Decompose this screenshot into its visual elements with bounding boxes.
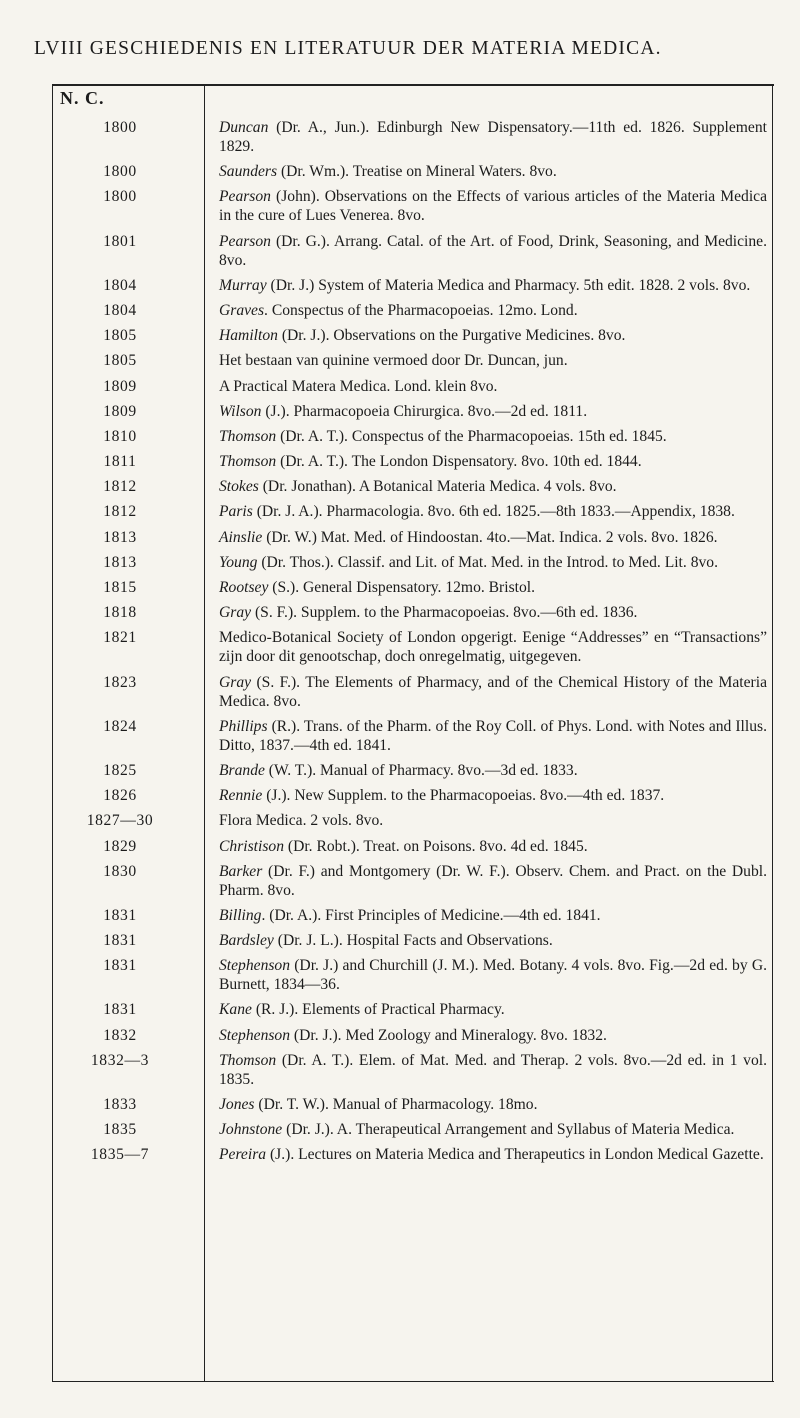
bibliography-entry [52, 187, 774, 225]
entry-description: (Dr. A. T.). The London Dispensatory. 8vo. 10th ed. 1844. [276, 453, 642, 471]
entry-description: (Dr. J.). A. Therapeutical Arrangement and Syllabus of Materia Medica. [282, 1121, 735, 1139]
entry-year: 1832—3 [90, 1051, 150, 1069]
bibliography-entry [52, 118, 774, 156]
entry-year: 1833 [103, 1096, 137, 1113]
bibliography-table [52, 84, 774, 1382]
entry-citation [204, 1000, 767, 1019]
entry-author: Stephenson [219, 1026, 291, 1044]
entry-description: (Dr. J.). Med Zoology and Mineralogy. 8vo. 1832. [290, 1026, 607, 1044]
bibliography-entry [52, 603, 774, 622]
entry-year: 1812 [103, 478, 137, 496]
entry-author: Duncan [219, 119, 269, 136]
entry-year: 1818 [103, 604, 137, 622]
entry-description: (Dr. T. W.). Manual of Pharmacology. 18mo. [254, 1096, 538, 1113]
entry-citation [204, 1051, 767, 1089]
entry-description: A Practical Matera Medica. Lond. klein 8vo. [219, 377, 498, 395]
entry-year: 1805 [103, 352, 137, 370]
entry-citation [204, 761, 767, 780]
bibliography-entry [52, 1000, 774, 1019]
entry-citation [204, 906, 767, 925]
entry-year: 1809 [103, 377, 137, 395]
entry-description: (S. F.). The Elements of Pharmacy, and of the Chemical History of the Materia Medica. 8vo. [219, 673, 767, 710]
entry-description: (R.). Trans. of the Pharm. of the Roy Coll. of Phys. Lond. with Notes and Illus. Ditto, 1837.—4th ed. 1841. [219, 717, 767, 754]
entry-citation [204, 1095, 767, 1114]
entry-author: Pereira [219, 1146, 267, 1164]
entry-citation [204, 118, 767, 156]
entry-year: 1805 [103, 327, 137, 345]
entry-year: 1823 [103, 673, 137, 691]
entry-description: (S.). General Dispensatory. 12mo. Bristol. [268, 579, 536, 596]
bibliography-entry [52, 628, 774, 666]
entry-description: (Dr. W.) Mat. Med. of Hindoostan. 4to.—Mat. Indica. 2 vols. 8vo. 1826. [262, 528, 718, 546]
entry-year: 1835 [103, 1121, 137, 1139]
entry-author: Murray [219, 276, 267, 294]
entry-description: (Dr. F.) and Montgomery (Dr. W. F.). Observ. Chem. and Pract. on the Dubl. Pharm. 8vo. [219, 862, 767, 899]
entry-author: Brande [219, 761, 265, 779]
entry-author: Phillips [219, 717, 268, 735]
entry-description: (Dr. J.). Observations on the Purgative Medicines. 8vo. [277, 327, 626, 345]
entry-description: (Dr. J. A.). Pharmacologia. 8vo. 6th ed. 1825.—8th 1833.—Appendix, 1838. [252, 503, 735, 521]
entry-author: Young [219, 553, 258, 571]
entry-citation [204, 528, 767, 547]
entry-year: 1804 [103, 301, 137, 319]
bibliography-entry [52, 761, 774, 780]
entry-author: Stephenson [219, 957, 291, 975]
entry-author: Saunders [219, 163, 278, 181]
entry-year: 1835—7 [90, 1146, 150, 1164]
entry-description: Flora Medica. 2 vols. 8vo. [219, 812, 384, 830]
entry-description: (Dr. J.) System of Materia Medica and Pharmacy. 5th edit. 1828. 2 vols. 8vo. [266, 276, 751, 294]
bibliography-entry [52, 956, 774, 994]
entry-year: 1826 [103, 787, 137, 805]
entry-author: Kane [219, 1001, 252, 1019]
entry-year: 1831 [103, 957, 137, 975]
bibliography-entry [52, 427, 774, 446]
entry-description: (Dr. G.). Arrang. Catal. of the Art. of Food, Drink, Seasoning, and Medicine. 8vo. [219, 232, 767, 269]
entry-citation [204, 837, 767, 856]
bibliography-entry [52, 528, 774, 547]
bibliography-entry [52, 452, 774, 471]
entry-year: 1800 [103, 163, 137, 181]
entry-author: Gray [219, 673, 252, 691]
entry-year: 1809 [103, 402, 137, 420]
entry-citation [204, 1120, 767, 1139]
entry-description: (S. F.). Supplem. to the Pharmacopoeias. 8vo.—6th ed. 1836. [251, 604, 638, 622]
bibliography-entry [52, 377, 774, 396]
bibliography-entry [52, 553, 774, 572]
entry-author: Bardsley [219, 932, 274, 950]
entry-description: (Dr. J. L.). Hospital Facts and Observations. [273, 932, 553, 950]
entry-description: (Dr. J.) and Churchill (J. M.). Med. Botany. 4 vols. 8vo. Fig.—2d ed. by G. Burnett, 1834—36. [219, 957, 767, 994]
year-column-header: N. C. [60, 88, 105, 108]
entry-author: Barker [219, 862, 263, 880]
entry-description: (Dr. Jonathan). A Botanical Materia Medica. 4 vols. 8vo. [258, 478, 617, 496]
entry-author: Rootsey [219, 579, 269, 596]
entry-author: Hamilton [219, 327, 278, 345]
bibliography-entry [52, 326, 774, 345]
entry-citation [204, 931, 767, 950]
bibliography-entry [52, 673, 774, 711]
entry-year: 1800 [103, 119, 137, 136]
bibliography-entry [52, 351, 774, 370]
entry-citation [204, 427, 767, 446]
entry-description: (John). Observations on the Effects of various articles of the Materia Medica in the cure of Lues Venerea. 8vo. [219, 188, 767, 225]
entry-author: Stokes [219, 478, 259, 496]
entry-year: 1800 [103, 188, 137, 206]
entry-citation [204, 377, 767, 396]
entry-year: 1827—30 [86, 812, 154, 830]
entry-list [52, 118, 774, 1171]
entry-description: Het bestaan van quinine vermoed door Dr. Duncan, jun. [219, 352, 568, 370]
bibliography-entry [52, 906, 774, 925]
entry-citation [204, 402, 767, 421]
entry-description: (W. T.). Manual of Pharmacy. 8vo.—3d ed. 1833. [264, 761, 578, 779]
entry-citation [204, 301, 767, 320]
bibliography-entry [52, 162, 774, 181]
entry-year: 1813 [103, 553, 137, 571]
bibliography-entry [52, 837, 774, 856]
entry-description: (Dr. Wm.). Treatise on Mineral Waters. 8vo. [277, 163, 557, 181]
entry-description: . Conspectus of the Pharmacopoeias. 12mo. Lond. [264, 301, 578, 319]
table-top-rule [52, 84, 774, 86]
entry-author: Pearson [219, 232, 271, 250]
entry-author: Christison [219, 837, 284, 855]
entry-citation [204, 956, 767, 994]
bibliography-entry [52, 232, 774, 270]
entry-description: (J.). New Supplem. to the Pharmacopoeias. 8vo.—4th ed. 1837. [262, 787, 665, 805]
entry-citation [204, 502, 767, 521]
entry-year: 1831 [103, 932, 137, 950]
bibliography-entry [52, 1145, 774, 1164]
entry-author: Paris [219, 503, 253, 521]
entry-citation [204, 578, 767, 597]
entry-description: (Dr. Robt.). Treat. on Poisons. 8vo. 4d ed. 1845. [284, 837, 588, 855]
bibliography-entry [52, 931, 774, 950]
entry-year: 1810 [103, 427, 137, 445]
bibliography-entry [52, 1026, 774, 1045]
entry-year: 1821 [103, 629, 137, 647]
bibliography-entry [52, 402, 774, 421]
bibliography-entry [52, 1051, 774, 1089]
entry-description: (R. J.). Elements of Practical Pharmacy. [251, 1001, 505, 1019]
entry-author: Jones [219, 1096, 255, 1113]
bibliography-entry [52, 786, 774, 805]
entry-citation [204, 811, 767, 830]
entry-year: 1830 [103, 862, 137, 880]
bibliography-entry [52, 502, 774, 521]
entry-year: 1812 [103, 503, 137, 521]
entry-year: 1829 [103, 837, 137, 855]
bibliography-entry [52, 276, 774, 295]
table-bottom-rule [52, 1381, 774, 1382]
entry-description: (J.). Pharmacopoeia Chirurgica. 8vo.—2d ed. 1811. [261, 402, 588, 420]
entry-description: (Dr. A. T.). Conspectus of the Pharmacopoeias. 15th ed. 1845. [276, 427, 667, 445]
entry-year: 1832 [103, 1026, 137, 1044]
entry-author: Thomson [219, 427, 277, 445]
entry-description: (J.). Lectures on Materia Medica and Therapeutics in London Medical Gazette. [266, 1146, 764, 1164]
entry-author: Ainslie [219, 528, 263, 546]
entry-author: Thomson [219, 453, 277, 471]
entry-citation [204, 326, 767, 345]
entry-year: 1811 [103, 453, 137, 471]
entry-citation [204, 628, 767, 666]
entry-year: 1804 [103, 276, 137, 294]
entry-author: Pearson [219, 188, 271, 206]
entry-description: (Dr. Thos.). Classif. and Lit. of Mat. Med. in the Introd. to Med. Lit. 8vo. [257, 553, 718, 571]
entry-citation [204, 276, 767, 295]
entry-citation [204, 717, 767, 755]
entry-description: (Dr. A. T.). Elem. of Mat. Med. and Therap. 2 vols. 8vo.—2d ed. in 1 vol. 1835. [219, 1051, 767, 1088]
entry-year: 1831 [103, 906, 137, 924]
entry-citation [204, 673, 767, 711]
bibliography-entry [52, 1120, 774, 1139]
entry-year: 1815 [103, 579, 137, 596]
entry-author: Graves [219, 301, 265, 319]
entry-citation [204, 862, 767, 900]
bibliography-entry [52, 811, 774, 830]
entry-author: Johnstone [219, 1121, 283, 1139]
entry-citation [204, 187, 767, 225]
entry-year: 1824 [103, 717, 137, 735]
entry-citation [204, 452, 767, 471]
bibliography-entry [52, 578, 774, 597]
bibliography-entry [52, 477, 774, 496]
bibliography-entry [52, 862, 774, 900]
entry-citation [204, 162, 767, 181]
bibliography-entry [52, 1095, 774, 1114]
entry-citation [204, 603, 767, 622]
bibliography-entry [52, 301, 774, 320]
entry-description: (Dr. A., Jun.). Edinburgh New Dispensatory.—11th ed. 1826. Supplement 1829. [219, 119, 767, 155]
entry-author: Gray [219, 604, 252, 622]
entry-year: 1801 [103, 232, 137, 250]
entry-citation [204, 232, 767, 270]
entry-author: Thomson [219, 1051, 277, 1069]
entry-author: Wilson [219, 402, 262, 420]
entry-year: 1813 [103, 528, 137, 546]
entry-author: Billing [219, 906, 262, 924]
entry-citation [204, 1145, 767, 1164]
entry-citation [204, 351, 767, 370]
entry-citation [204, 477, 767, 496]
entry-description: . (Dr. A.). First Principles of Medicine.—4th ed. 1841. [261, 906, 601, 924]
entry-description: Medico-Botanical Society of London opgerigt. Eenige “Addresses” en “Transactions” zijn door dit genootschap, doch onregelmatig, uitgegeven. [219, 629, 767, 666]
entry-year: 1831 [103, 1001, 137, 1019]
running-head: LVIII GESCHIEDENIS EN LITERATUUR DER MATERIA MEDICA. [34, 38, 662, 59]
entry-citation [204, 1026, 767, 1045]
entry-author: Rennie [219, 787, 263, 805]
entry-citation [204, 553, 767, 572]
entry-citation [204, 786, 767, 805]
bibliography-entry [52, 717, 774, 755]
entry-year: 1825 [103, 761, 137, 779]
